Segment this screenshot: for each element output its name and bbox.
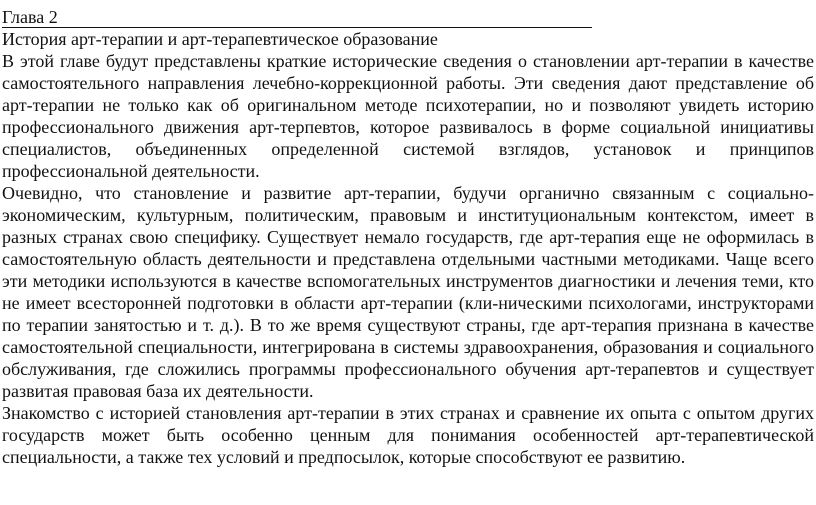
chapter-title: История арт-терапии и арт-терапевтическое образование (2, 29, 438, 49)
paragraph-history-value: Знакомство с историей становления арт-терапии в этих странах и сравнение их опыта с опытом других государств может быть особенно ценным для понимания особенностей арт-терапевтической специальности, а также тех условий и предпосылок, которые способствуют ее развитию. (2, 403, 814, 467)
chapter-label: Глава 2 (2, 7, 592, 28)
document-page (2, 6, 814, 468)
paragraph-intro: В этой главе будут представлены краткие исторические сведения о становлении арт-терапии в качестве самостоятельного направления лечебно-коррекционной работы. Эти сведения дают представление об арт-терапии не только как об оригинальном методе психотерапии, но и позволяют увидеть историю профессионального движения арт-терпевтов, которое развивалось в форме социальной инициативы специалистов, объединенных определенной системой взглядов, установок и принципов профессиональной деятельности. (2, 51, 814, 181)
chapter-header (2, 6, 814, 28)
paragraph-development: Очевидно, что становление и развитие арт-терапии, будучи органично связанным с социально-экономическим, культурным, политическим, правовым и институциональным контекстом, имеет в разных странах свою специфику. Существует немало государств, где арт-терапия еще не оформилась в самостоятельную область деятельности и представлена отдельными частными методиками. Чаще всего эти методики используются в качестве вспомогательных инструментов диагностики и лечения теми, кто не имеет всесторонней подготовки в области арт-терапии (кли-ническими психологами, инструкторами по терапии занятостью и т. д.). В то же время существуют страны, где арт-терапия признана в качестве самостоятельной специальности, интегрирована в системы здравоохранения, образования и социального обслуживания, где сложились программы профессионального обучения арт-терапевтов и существует развитая правовая база их деятельности. (2, 183, 814, 401)
